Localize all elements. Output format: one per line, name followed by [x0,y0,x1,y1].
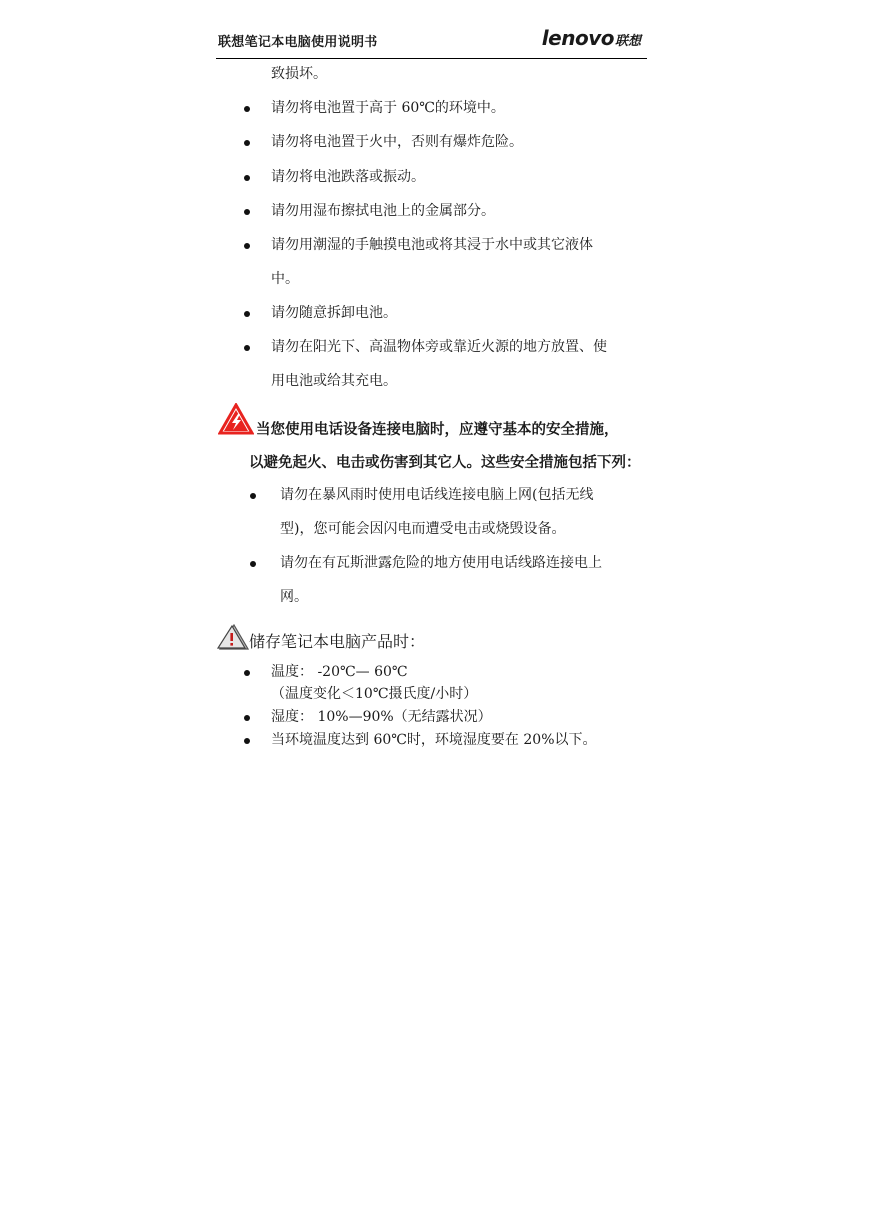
bullet [244,738,250,744]
list-item-continuation: 用电池或给其充电。 [271,373,397,389]
list-item: 请勿在有瓦斯泄露危险的地方使用电话线路连接电上 [280,555,602,571]
bullet [250,493,256,499]
bullet [244,209,250,215]
phone-warning-heading: 当您使用电话设备连接电脑时，应遵守基本的安全措施， [256,422,619,438]
logo-chinese: 联想 [614,34,641,49]
electric-shock-warning-icon [218,403,254,435]
list-item: 请勿将电池置于高于 60℃的环境中。 [271,100,505,116]
page-header [216,26,647,59]
storage-heading: 储存笔记本电脑产品时： [249,632,426,651]
list-item: 请勿用潮湿的手触摸电池或将其浸于水中或其它液体 [271,237,593,253]
bullet [244,106,250,112]
list-item: 请勿用湿布擦拭电池上的金属部分。 [271,203,495,219]
bullet [250,561,256,567]
list-item: 当环境温度达到 60℃时，环境湿度要在 20%以下。 [271,732,597,748]
bullet [244,670,250,676]
list-item-continuation: 型)，您可能会因闪电而遭受电击或烧毁设备。 [280,521,566,537]
bullet [244,345,250,351]
list-item: 温度： -20℃— 60℃ [271,664,408,680]
list-item: 请勿将电池置于火中，否则有爆炸危险。 [271,134,523,150]
bullet [244,715,250,721]
bullet [244,311,250,317]
list-item-continuation: 网。 [280,589,308,605]
list-item-continuation: （温度变化＜10℃摄氏度/小时） [271,686,478,702]
caution-icon [217,624,249,650]
list-item-continuation: 中。 [271,271,299,287]
list-item: 请勿随意拆卸电池。 [271,305,397,321]
bullet [244,175,250,181]
bullet [244,243,250,249]
battery-continuation: 致损坏。 [271,66,327,82]
list-item: 请勿将电池跌落或振动。 [271,169,425,185]
list-item: 湿度： 10%—90%（无结露状况） [271,709,492,725]
header-title: 联想笔记本电脑使用说明书 [218,35,378,50]
logo-word: lenovo [541,26,614,50]
bullet [244,140,250,146]
phone-warning-heading-line2: 以避免起火、电击或伤害到其它人。这些安全措施包括下列： [249,455,641,471]
list-item: 请勿在暴风雨时使用电话线连接电脑上网(包括无线 [280,487,594,503]
list-item: 请勿在阳光下、高温物体旁或靠近火源的地方放置、使 [271,339,607,355]
lenovo-logo [542,26,641,50]
